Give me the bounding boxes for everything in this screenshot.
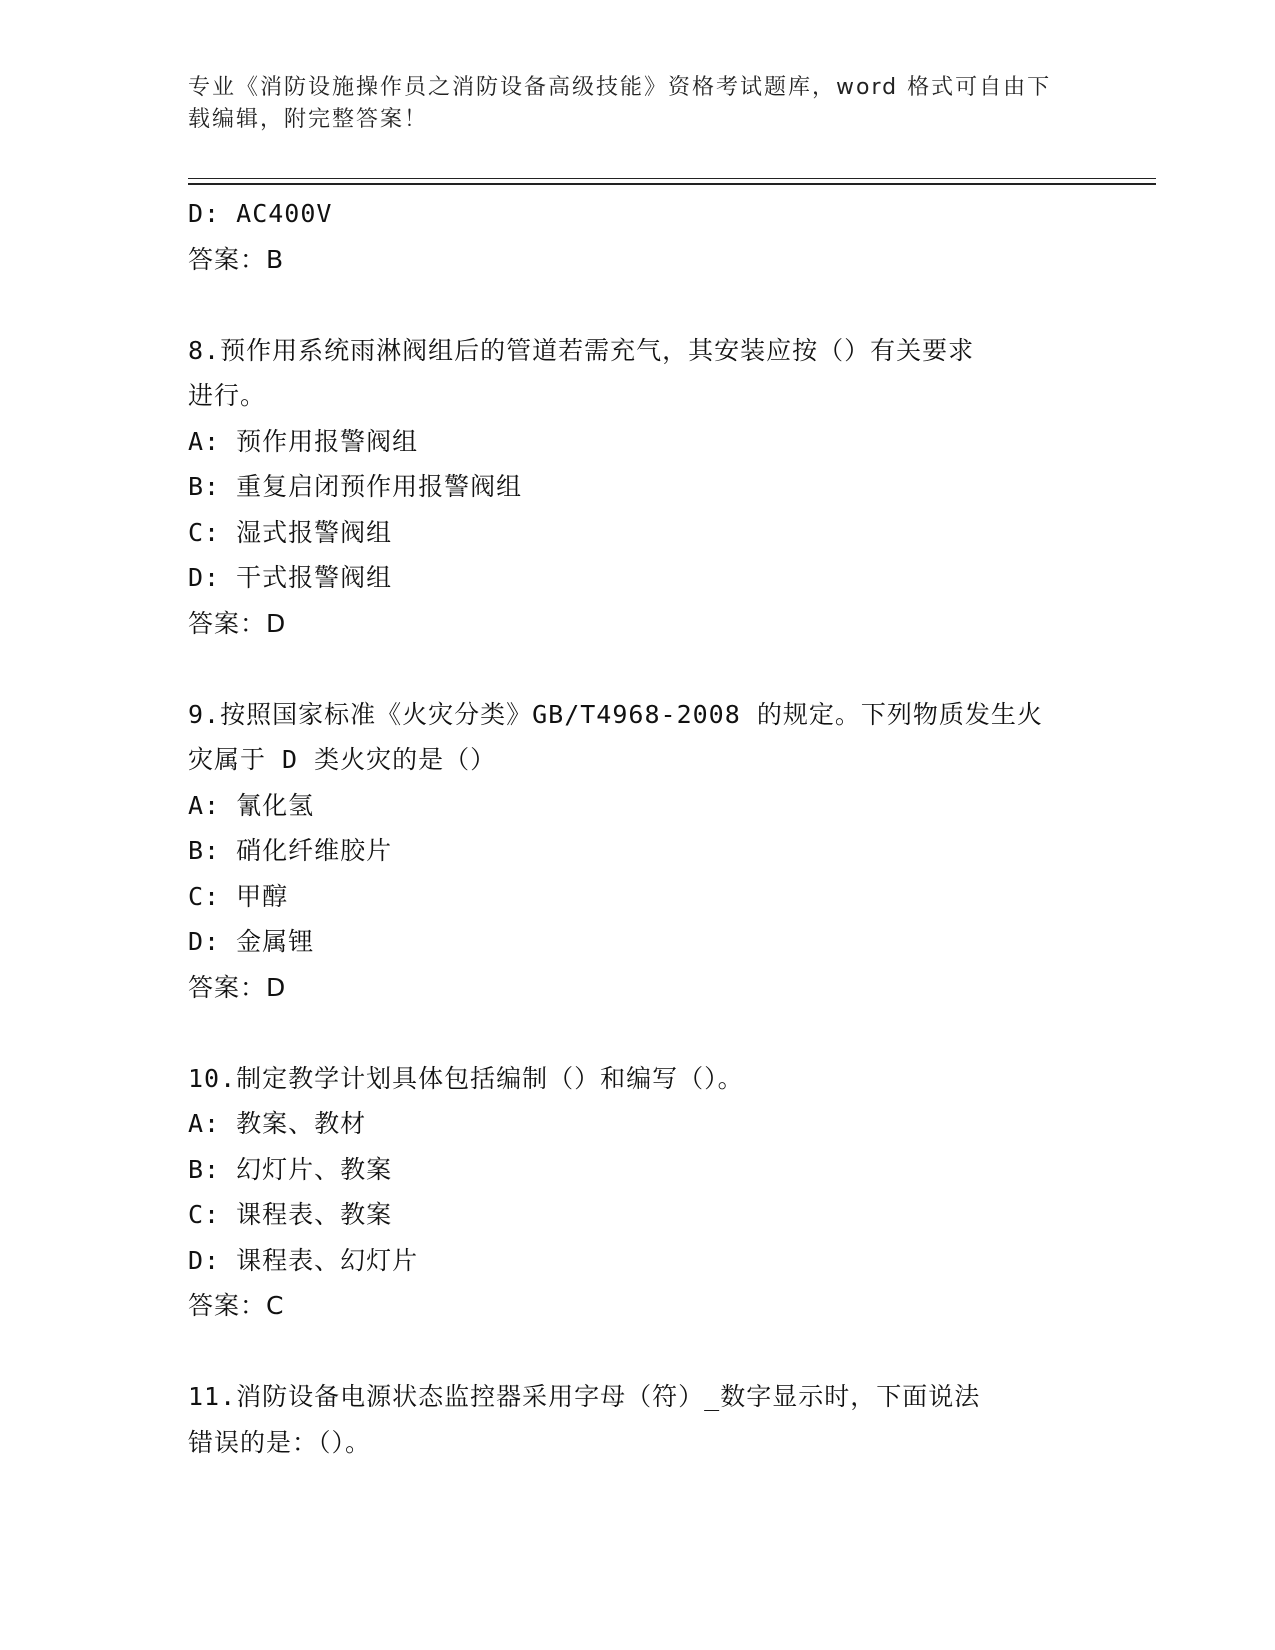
question-9 [188,692,1088,1011]
option-d: D: AC400V [188,199,333,228]
spacer [188,646,1088,692]
question-10 [188,1056,1088,1329]
option-c: C: 湿式报警阀组 [188,517,393,547]
option-a: A: 预作用报警阀组 [188,426,419,456]
answer-label: 答案：B [188,244,285,274]
answer-label: 答案：D [188,972,287,1002]
spacer [188,1010,1088,1056]
option-c: C: 甲醇 [188,881,289,911]
header-divider-thin [188,178,1156,179]
option-a: A: 氰化氢 [188,790,315,820]
header-line-1: 专业《消防设施操作员之消防设备高级技能》资格考试题库，word 格式可自由下 [188,75,1052,100]
answer-label: 答案：D [188,608,287,638]
question-text-line: 9.按照国家标准《火灾分类》GB/T4968-2008 的规定。下列物质发生火 [188,699,1043,729]
question-text-line: 11.消防设备电源状态监控器采用字母（符）_数字显示时，下面说法 [188,1382,981,1411]
header-line-2: 载编辑，附完整答案！ [188,107,429,132]
option-c: C: 课程表、教案 [188,1200,393,1229]
question-text-line: 10.制定教学计划具体包括编制（）和编写（）。 [188,1063,744,1093]
question-text-line: 灾属于 D 类火灾的是（） [188,745,497,774]
header-divider-thick [188,183,1156,185]
question-text-line: 8.预作用系统雨淋阀组后的管道若需充气，其安装应按（）有关要求 [188,335,975,365]
option-d: D: 干式报警阀组 [188,563,393,592]
answer-label: 答案：C [188,1291,285,1320]
question-text-line: 进行。 [188,381,267,410]
option-a: A: 教案、教材 [188,1109,367,1138]
document-header [188,72,1088,136]
question-8 [188,328,1088,647]
question-text-line: 错误的是：（）。 [188,1427,372,1457]
question-11 [188,1374,1088,1465]
option-d: D: 金属锂 [188,927,315,956]
option-b: B: 幻灯片、教案 [188,1154,393,1184]
option-b: B: 重复启闭预作用报警阀组 [188,472,523,501]
previous-question-tail [188,191,1088,282]
option-b: B: 硝化纤维胶片 [188,836,393,865]
spacer [188,282,1088,328]
spacer [188,1329,1088,1375]
question-list [188,191,1088,1465]
option-d: D: 课程表、幻灯片 [188,1245,419,1275]
